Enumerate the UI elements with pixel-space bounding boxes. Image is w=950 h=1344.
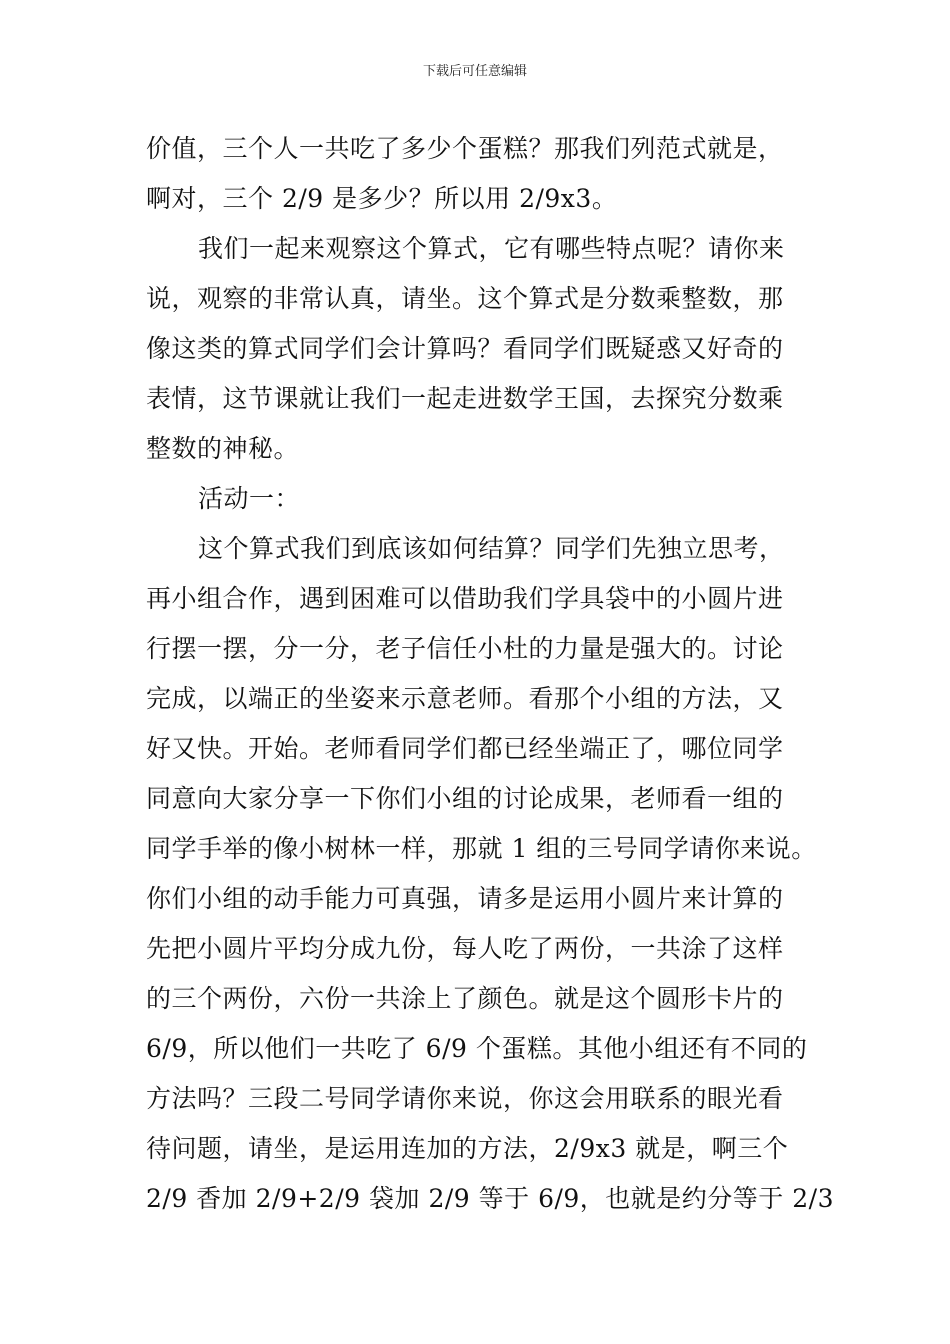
text-line: 再小组合作，遇到困难可以借助我们学具袋中的小圆片进 bbox=[146, 584, 784, 613]
text-line: 好又快。开始。老师看同学们都已经坐端正了，哪位同学 bbox=[146, 734, 784, 763]
section-heading: 活动一： bbox=[198, 484, 301, 513]
text-line: 方法吗？三段二号同学请你来说，你这会用联系的眼光看 bbox=[146, 1084, 784, 1113]
text-line: 啊对，三个 2/9 是多少？所以用 2/9x3。 bbox=[146, 184, 618, 213]
paragraph-heading bbox=[146, 474, 806, 524]
text-line: 6/9，所以他们一共吃了 6/9 个蛋糕。其他小组还有不同的 bbox=[146, 1034, 808, 1063]
paragraph bbox=[146, 524, 834, 1224]
paragraph bbox=[146, 224, 806, 474]
text-line: 你们小组的动手能力可真强，请多是运用小圆片来计算的 bbox=[146, 884, 784, 913]
paragraph bbox=[146, 124, 806, 224]
text-line: 价值，三个人一共吃了多少个蛋糕？那我们列范式就是， bbox=[146, 134, 784, 163]
text-line: 我们一起来观察这个算式，它有哪些特点呢？请你来 bbox=[198, 234, 785, 263]
text-line: 2/9 香加 2/9+2/9 袋加 2/9 等于 6/9，也就是约分等于 2/3 bbox=[146, 1184, 834, 1213]
text-line: 像这类的算式同学们会计算吗？看同学们既疑惑又好奇的 bbox=[146, 334, 784, 363]
text-line: 表情，这节课就让我们一起走进数学王国，去探究分数乘 bbox=[146, 384, 784, 413]
text-line: 这个算式我们到底该如何结算？同学们先独立思考， bbox=[198, 534, 785, 563]
text-line: 同学手举的像小树林一样，那就 1 组的三号同学请你来说。 bbox=[146, 834, 817, 863]
text-line: 先把小圆片平均分成九份，每人吃了两份，一共涂了这样 bbox=[146, 934, 784, 963]
text-line: 同意向大家分享一下你们小组的讨论成果，老师看一组的 bbox=[146, 784, 784, 813]
page-header-note: 下载后可任意编辑 bbox=[422, 64, 527, 79]
text-line: 行摆一摆，分一分，老子信任小杜的力量是强大的。讨论 bbox=[146, 634, 784, 663]
text-line: 的三个两份，六份一共涂上了颜色。就是这个圆形卡片的 bbox=[146, 984, 784, 1013]
text-line: 说，观察的非常认真，请坐。这个算式是分数乘整数，那 bbox=[146, 284, 784, 313]
text-line: 完成，以端正的坐姿来示意老师。看那个小组的方法，又 bbox=[146, 684, 784, 713]
text-line: 整数的神秘。 bbox=[146, 434, 300, 463]
document-body bbox=[146, 124, 834, 1224]
text-line: 待问题，请坐，是运用连加的方法，2/9x3 就是，啊三个 bbox=[146, 1134, 789, 1163]
